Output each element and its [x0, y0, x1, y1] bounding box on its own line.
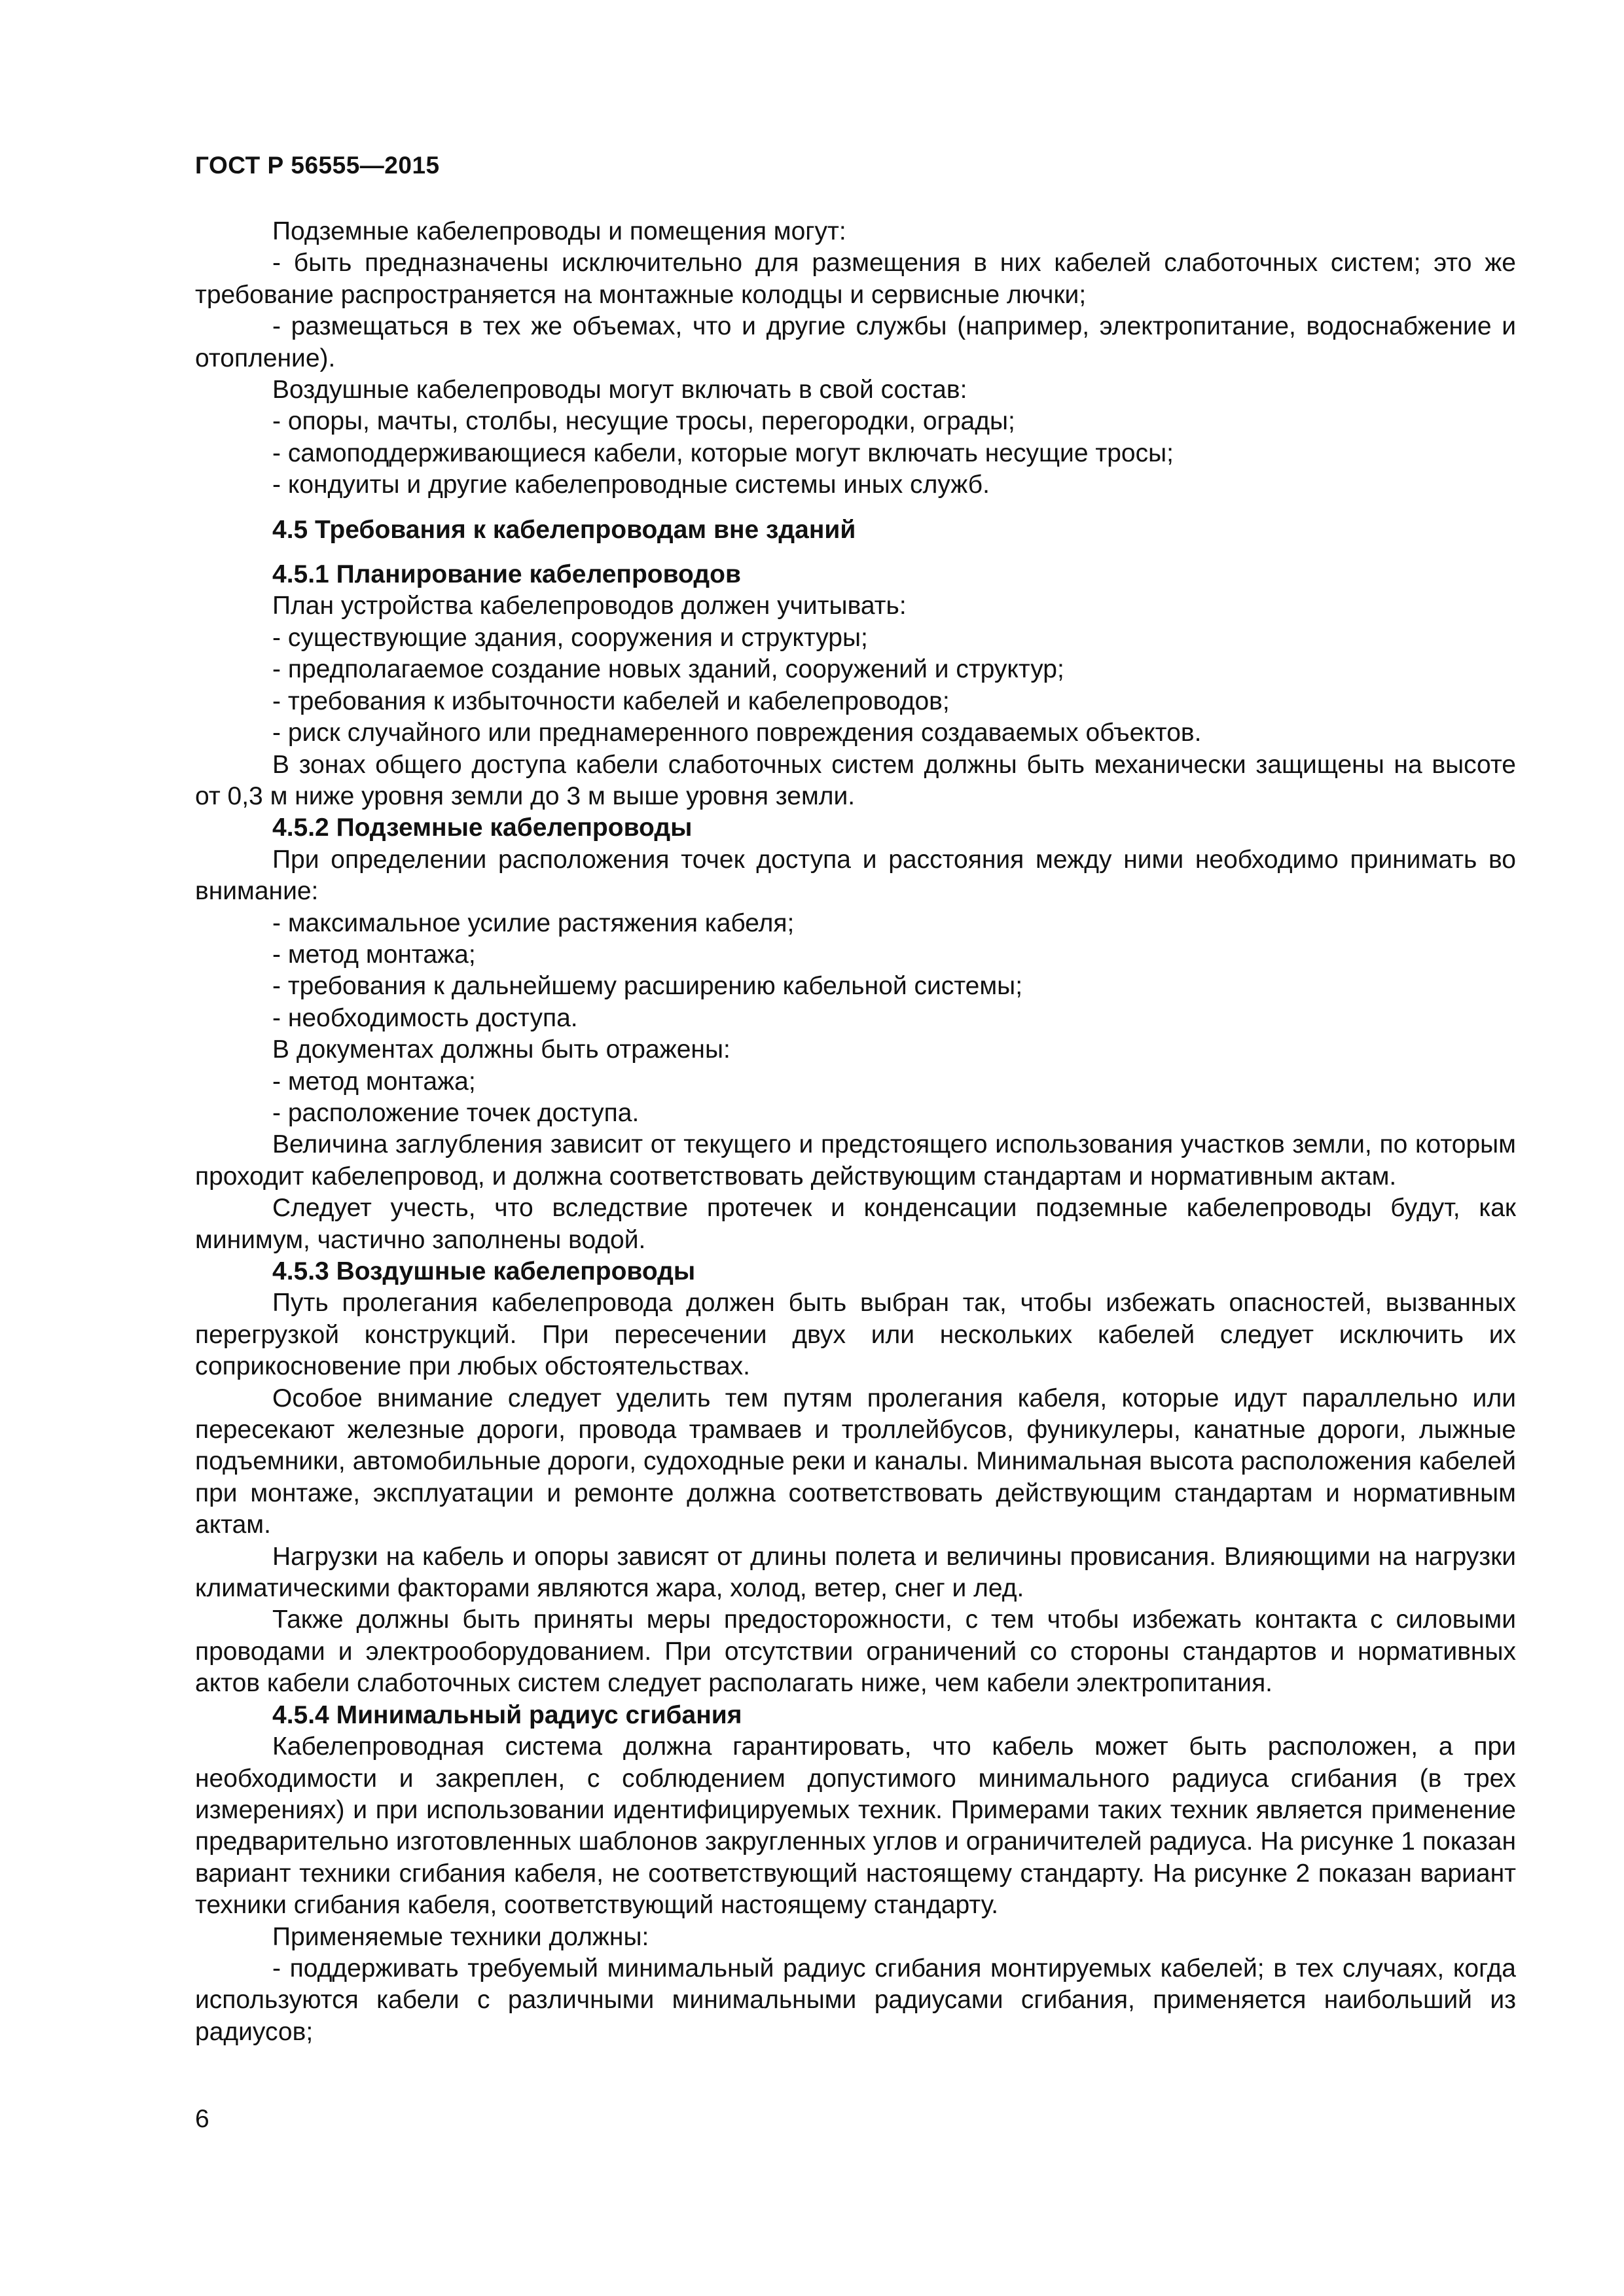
document-header: ГОСТ Р 56555—2015 [195, 152, 440, 179]
page-body [195, 216, 1516, 2048]
paragraph: Нагрузки на кабель и опоры зависят от длины полета и величины провисания. Влияющими на нагрузки климатическими факторами являются жара, холод, ветер, снег и лед. [195, 1542, 1516, 1603]
paragraph: Путь пролегания кабелепровода должен быть выбран так, чтобы избежать опасностей, вызванных перегрузкой конструкций. При пересечении двух или нескольких кабелей следует исключить их соприкосновение при любых обстоятельствах. [195, 1289, 1516, 1381]
list-item: - размещаться в тех же объемах, что и другие службы (например, электропитание, водоснабжение и отопление). [195, 312, 1516, 372]
list-item: - требования к избыточности кабелей и кабелепроводов; [272, 687, 950, 715]
list-item: - метод монтажа; [272, 940, 476, 969]
paragraph: Воздушные кабелепроводы могут включать в свой состав: [272, 376, 967, 404]
list-item: - метод монтажа; [272, 1067, 476, 1096]
section-heading-4-5-4: 4.5.4 Минимальный радиус сгибания [272, 1700, 742, 1729]
paragraph: Кабелепроводная система должна гарантировать, что кабель может быть расположен, а при необходимости и закреплен, с соблюдением допустимого минимального радиуса сгибания (в трех измерениях) и при использовании идентифицируемых техник. Примерами таких техник является применение предварительно изготовленных шаблонов закругленных углов и ограничителей радиуса. На рисунке 1 показан вариант техники сгибания кабеля, не соответствующий настоящему стандарту. На рисунке 2 показан вариант техники сгибания кабеля, соответствующий настоящему стандарту. [195, 1732, 1516, 1920]
list-item: - существующие здания, сооружения и структуры; [272, 623, 868, 652]
list-item: - быть предназначены исключительно для размещения в них кабелей слаботочных систем; это же требование распространяется на монтажные колодцы и сервисные лючки; [195, 249, 1516, 309]
section-heading-4-5-2: 4.5.2 Подземные кабелепроводы [272, 814, 693, 842]
paragraph: Применяемые техники должны: [272, 1922, 649, 1951]
page-number: 6 [195, 2105, 209, 2133]
list-item: - поддерживать требуемый минимальный радиус сгибания монтируемых кабелей; в тех случаях, когда используются кабели с различными минимальными радиусами сгибания, применяется наибольший из радиусов; [195, 1954, 1516, 2046]
list-item: - самоподдерживающиеся кабели, которые могут включать несущие тросы; [272, 439, 1174, 467]
paragraph: При определении расположения точек доступа и расстояния между ними необходимо принимать во внимание: [195, 845, 1516, 906]
section-heading-4-5: 4.5 Требования к кабелепроводам вне зданий [272, 515, 856, 544]
paragraph: В документах должны быть отражены: [272, 1035, 731, 1064]
paragraph: Величина заглубления зависит от текущего и предстоящего использования участков земли, по которым проходит кабелепровод, и должна соответствовать действующим стандартам и нормативным актам. [195, 1130, 1516, 1191]
paragraph: Подземные кабелепроводы и помещения могут: [272, 217, 846, 245]
paragraph: Также должны быть приняты меры предосторожности, с тем чтобы избежать контакта с силовыми проводами и электрооборудованием. При отсутствии ограничений со стороны стандартов и нормативных актов кабели слаботочных систем следует располагать ниже, чем кабели электропитания. [195, 1605, 1516, 1698]
list-item: - кондуиты и другие кабелепроводные системы иных служб. [272, 471, 990, 499]
list-item: - максимальное усилие растяжения кабеля; [272, 908, 795, 937]
paragraph: В зонах общего доступа кабели слаботочных систем должны быть механически защищены на высоте от 0,3 м ниже уровня земли до 3 м выше уровня земли. [195, 750, 1516, 810]
list-item: - расположение точек доступа. [272, 1098, 640, 1127]
list-item: - необходимость доступа. [272, 1003, 578, 1032]
paragraph: Особое внимание следует уделить тем путям пролегания кабеля, которые идут параллельно или пересекают железные дороги, провода трамваев и троллейбусов, фуникулеры, канатные дороги, лыжные подъемники, автомобильные дороги, судоходные реки и каналы. Минимальная высота расположения кабелей при монтаже, эксплуатации и ремонте должна соответствовать действующим стандартам и нормативным актам. [195, 1384, 1516, 1539]
list-item: - опоры, мачты, столбы, несущие тросы, перегородки, ограды; [272, 407, 1015, 436]
section-heading-4-5-3: 4.5.3 Воздушные кабелепроводы [272, 1257, 696, 1285]
paragraph: План устройства кабелепроводов должен учитывать: [272, 592, 907, 620]
list-item: - предполагаемое создание новых зданий, сооружений и структур; [272, 655, 1064, 684]
section-heading-4-5-1: 4.5.1 Планирование кабелепроводов [272, 560, 741, 589]
paragraph: Следует учесть, что вследствие протечек и конденсации подземные кабелепроводы будут, как минимум, частично заполнены водой. [195, 1194, 1516, 1254]
list-item: - риск случайного или преднамеренного повреждения создаваемых объектов. [272, 719, 1202, 747]
list-item: - требования к дальнейшему расширению кабельной системы; [272, 972, 1023, 1001]
